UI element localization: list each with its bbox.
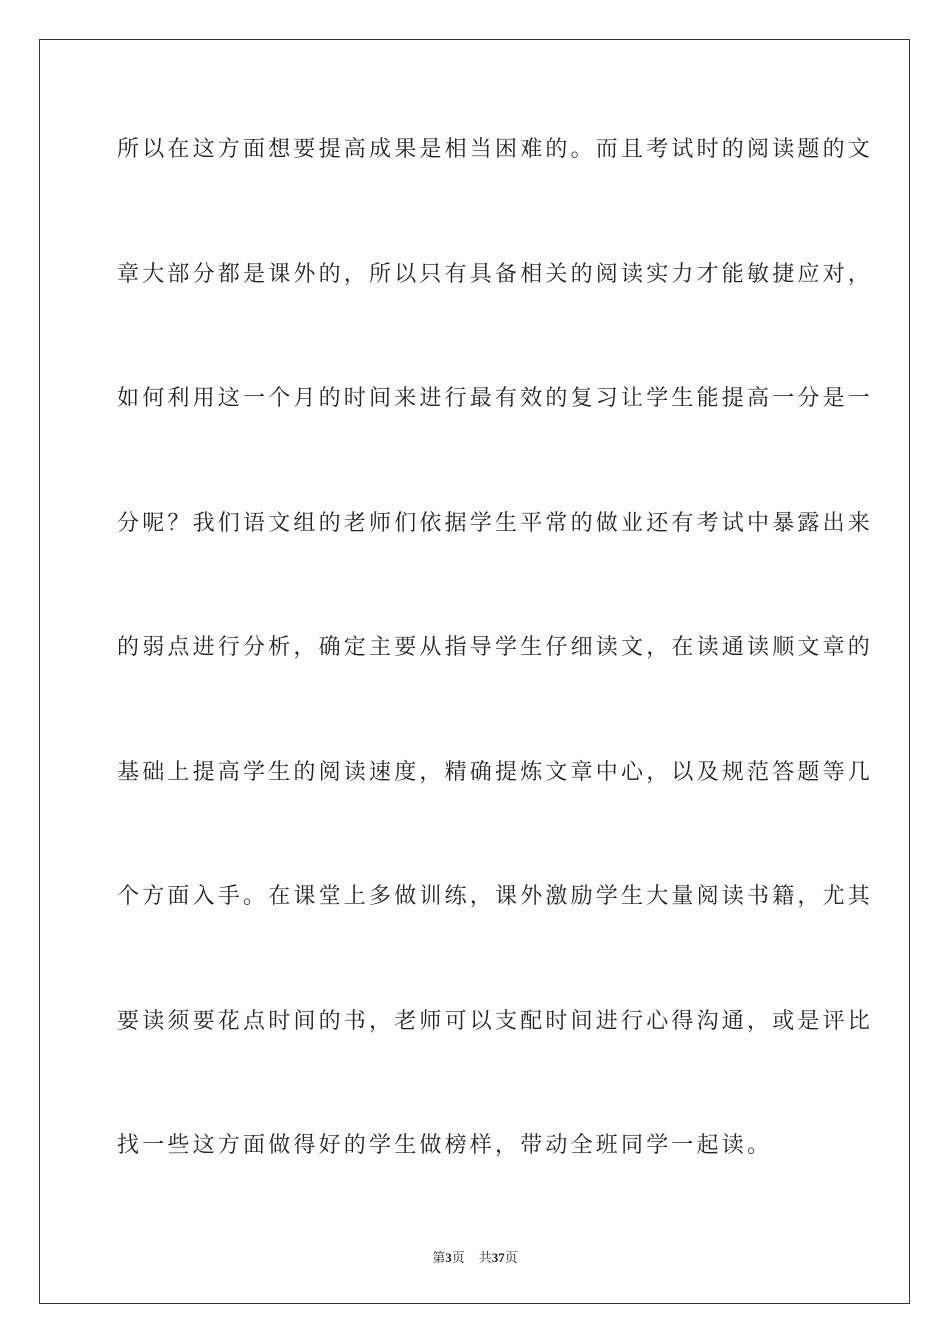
text-line: 个方面入手。在课堂上多做训练，课外激励学生大量阅读书籍，尤其 — [117, 884, 874, 909]
page-prefix: 第 — [432, 1251, 446, 1266]
page-suffix: 页 — [451, 1251, 465, 1266]
text-line: 所以在这方面想要提高成果是相当困难的。而且考试时的阅读题的文 — [117, 137, 874, 162]
total-prefix: 共 — [478, 1251, 492, 1266]
page-number: 3 — [445, 1250, 452, 1265]
text-line: 分呢？我们语文组的老师们依据学生平常的做业还有考试中暴露出来 — [117, 511, 874, 536]
text-line: 要读须要花点时间的书，老师可以支配时间进行心得沟通，或是评比 — [117, 1009, 874, 1034]
page-footer — [0, 1247, 950, 1266]
text-line: 的弱点进行分析，确定主要从指导学生仔细读文，在读通读顺文章的 — [117, 635, 874, 660]
text-line: 基础上提高学生的阅读速度，精确提炼文章中心，以及规范答题等几 — [117, 760, 874, 785]
text-line: 如何利用这一个月的时间来进行最有效的复习让学生能提高一分是一 — [117, 386, 874, 411]
total-pages: 37 — [491, 1250, 505, 1265]
total-suffix: 页 — [504, 1251, 518, 1266]
text-line: 章大部分都是课外的，所以只有具备相关的阅读实力才能敏捷应对， — [117, 262, 874, 287]
text-line: 找一些这方面做得好的学生做榜样，带动全班同学一起读。 — [117, 1133, 773, 1158]
